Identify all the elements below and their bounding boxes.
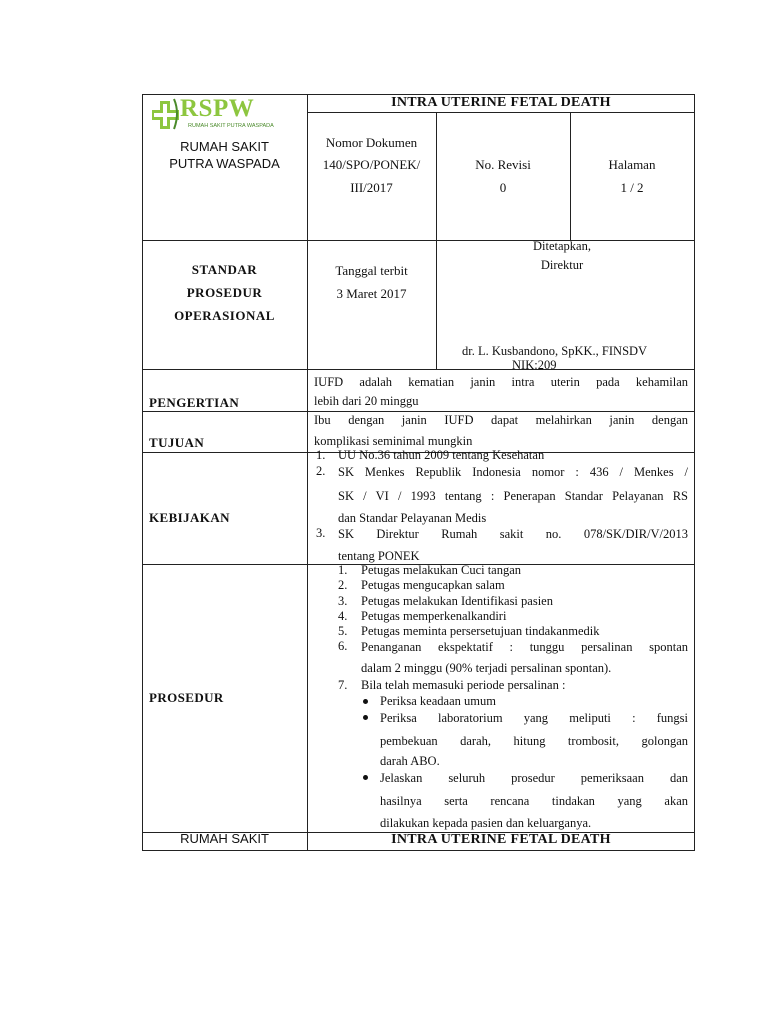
pengertian-line1: IUFD adalah kematian janin intra uterin pada kehamilan bbox=[314, 375, 688, 389]
kebijakan-num-1: 1. bbox=[316, 448, 326, 462]
logo-text: RSPW bbox=[180, 95, 255, 122]
prosedur-bullet2-line2: pembekuan darah, hitung trombosit, golongan bbox=[380, 734, 688, 748]
table-border-right bbox=[694, 94, 695, 851]
step-num-5: 5. bbox=[338, 624, 348, 638]
doc-number-value-2: III/2017 bbox=[350, 180, 393, 195]
bullet-icon-3 bbox=[363, 775, 368, 780]
kebijakan-num-2: 2. bbox=[316, 464, 326, 478]
footer-title: INTRA UTERINE FETAL DEATH bbox=[391, 832, 611, 847]
kebijakan-label: KEBIJAKAN bbox=[149, 510, 230, 525]
step-num-4: 4. bbox=[338, 609, 348, 623]
sop-label-line3: OPERASIONAL bbox=[174, 308, 275, 323]
prosedur-bullet1: Periksa keadaan umum bbox=[380, 694, 496, 708]
kebijakan-num-3: 3. bbox=[316, 526, 326, 540]
sop-label-line2: PROSEDUR bbox=[186, 285, 263, 300]
prosedur-step1: Petugas melakukan Cuci tangan bbox=[361, 563, 522, 577]
director-nik: NIK:209 bbox=[512, 358, 557, 372]
table-border-left bbox=[142, 94, 143, 851]
document-title: INTRA UTERINE FETAL DEATH bbox=[391, 95, 611, 110]
hospital-name-line1: RUMAH SAKIT bbox=[180, 139, 269, 154]
doc-number-label: Nomor Dokumen bbox=[325, 135, 418, 150]
hospital-logo bbox=[152, 95, 274, 135]
prosedur-bullet3-line3: dilakukan kepada pasien dan keluarganya. bbox=[380, 816, 592, 830]
kebijakan-item1: UU No.36 tahun 2009 tentang Kesehatan bbox=[338, 448, 545, 462]
kebijakan-item2-line3: dan Standar Pelayanan Medis bbox=[338, 511, 487, 525]
approved-role: Direktur bbox=[540, 258, 584, 272]
tujuan-line2: komplikasi seminimal mungkin bbox=[314, 434, 473, 448]
bullet-icon-1 bbox=[363, 699, 368, 704]
director-name: dr. L. Kusbandono, SpKK., FINSDV bbox=[462, 344, 648, 358]
kebijakan-item2-line2: SK / VI / 1993 tentang : Penerapan Standar Pelayanan RS bbox=[338, 489, 688, 503]
issued-date: 3 Maret 2017 bbox=[336, 286, 407, 301]
prosedur-step5: Petugas meminta persersetujuan tindakanmedik bbox=[361, 624, 600, 638]
bullet-icon-2 bbox=[363, 715, 368, 720]
revision-label: No. Revisi bbox=[475, 157, 531, 172]
prosedur-step4: Petugas memperkenalkandiri bbox=[361, 609, 507, 623]
prosedur-step2: Petugas mengucapkan salam bbox=[361, 578, 505, 592]
approved-label: Ditetapkan, bbox=[533, 239, 591, 253]
hospital-name-line2: PUTRA WASPADA bbox=[169, 156, 280, 171]
footer-hospital: RUMAH SAKIT bbox=[180, 831, 269, 846]
revision-value: 0 bbox=[499, 180, 507, 195]
sop-label-line1: STANDAR bbox=[191, 262, 258, 277]
issued-label: Tanggal terbit bbox=[335, 263, 408, 278]
step-num-2: 2. bbox=[338, 578, 348, 592]
prosedur-bullet2-line1: Periksa laboratorium yang meliputi : fungsi bbox=[380, 711, 688, 725]
table-divider-halaman bbox=[570, 112, 571, 240]
page-label: Halaman bbox=[608, 157, 656, 172]
page-value: 1 / 2 bbox=[620, 180, 644, 195]
table-divider-col-lower bbox=[307, 369, 308, 851]
tujuan-line1: Ibu dengan janin IUFD dapat melahirkan janin dengan bbox=[314, 413, 688, 427]
pengertian-label: PENGERTIAN bbox=[149, 395, 240, 410]
pengertian-line2: lebih dari 20 minggu bbox=[314, 394, 419, 408]
step-num-1: 1. bbox=[338, 563, 348, 577]
tujuan-label: TUJUAN bbox=[149, 435, 205, 450]
prosedur-label: PROSEDUR bbox=[149, 690, 224, 705]
table-border-bottom bbox=[142, 850, 695, 851]
kebijakan-item2-line1: SK Menkes Republik Indonesia nomor : 436 / Menkes / bbox=[338, 465, 688, 479]
step-num-6: 6. bbox=[338, 639, 348, 653]
prosedur-step7: Bila telah memasuki periode persalinan : bbox=[361, 678, 566, 692]
sop-bottom-line bbox=[142, 369, 695, 370]
prosedur-bullet2-line3: darah ABO. bbox=[380, 754, 440, 768]
prosedur-step6-line2: dalam 2 minggu (90% terjadi persalinan spontan). bbox=[361, 661, 612, 675]
prosedur-step3: Petugas melakukan Identifikasi pasien bbox=[361, 594, 553, 608]
step-num-7: 7. bbox=[338, 678, 348, 692]
prosedur-step6-line1: Penanganan ekspektatif : tunggu persalinan spontan bbox=[361, 640, 688, 654]
step-num-3: 3. bbox=[338, 594, 348, 608]
prosedur-bullet3-line2: hasilnya serta rencana tindakan yang akan bbox=[380, 794, 688, 808]
kebijakan-item3-line1: SK Direktur Rumah sakit no. 078/SK/DIR/V/2013 bbox=[338, 527, 688, 541]
kebijakan-item3-line2: tentang PONEK bbox=[338, 549, 420, 563]
title-bottom-line bbox=[307, 112, 695, 113]
doc-number-value-1: 140/SPO/PONEK/ bbox=[322, 157, 421, 172]
prosedur-bullet3-line1: Jelaskan seluruh prosedur pemeriksaan dan bbox=[380, 771, 688, 785]
logo-subtext: RUMAH SAKIT PUTRA WASPADA bbox=[188, 123, 274, 129]
